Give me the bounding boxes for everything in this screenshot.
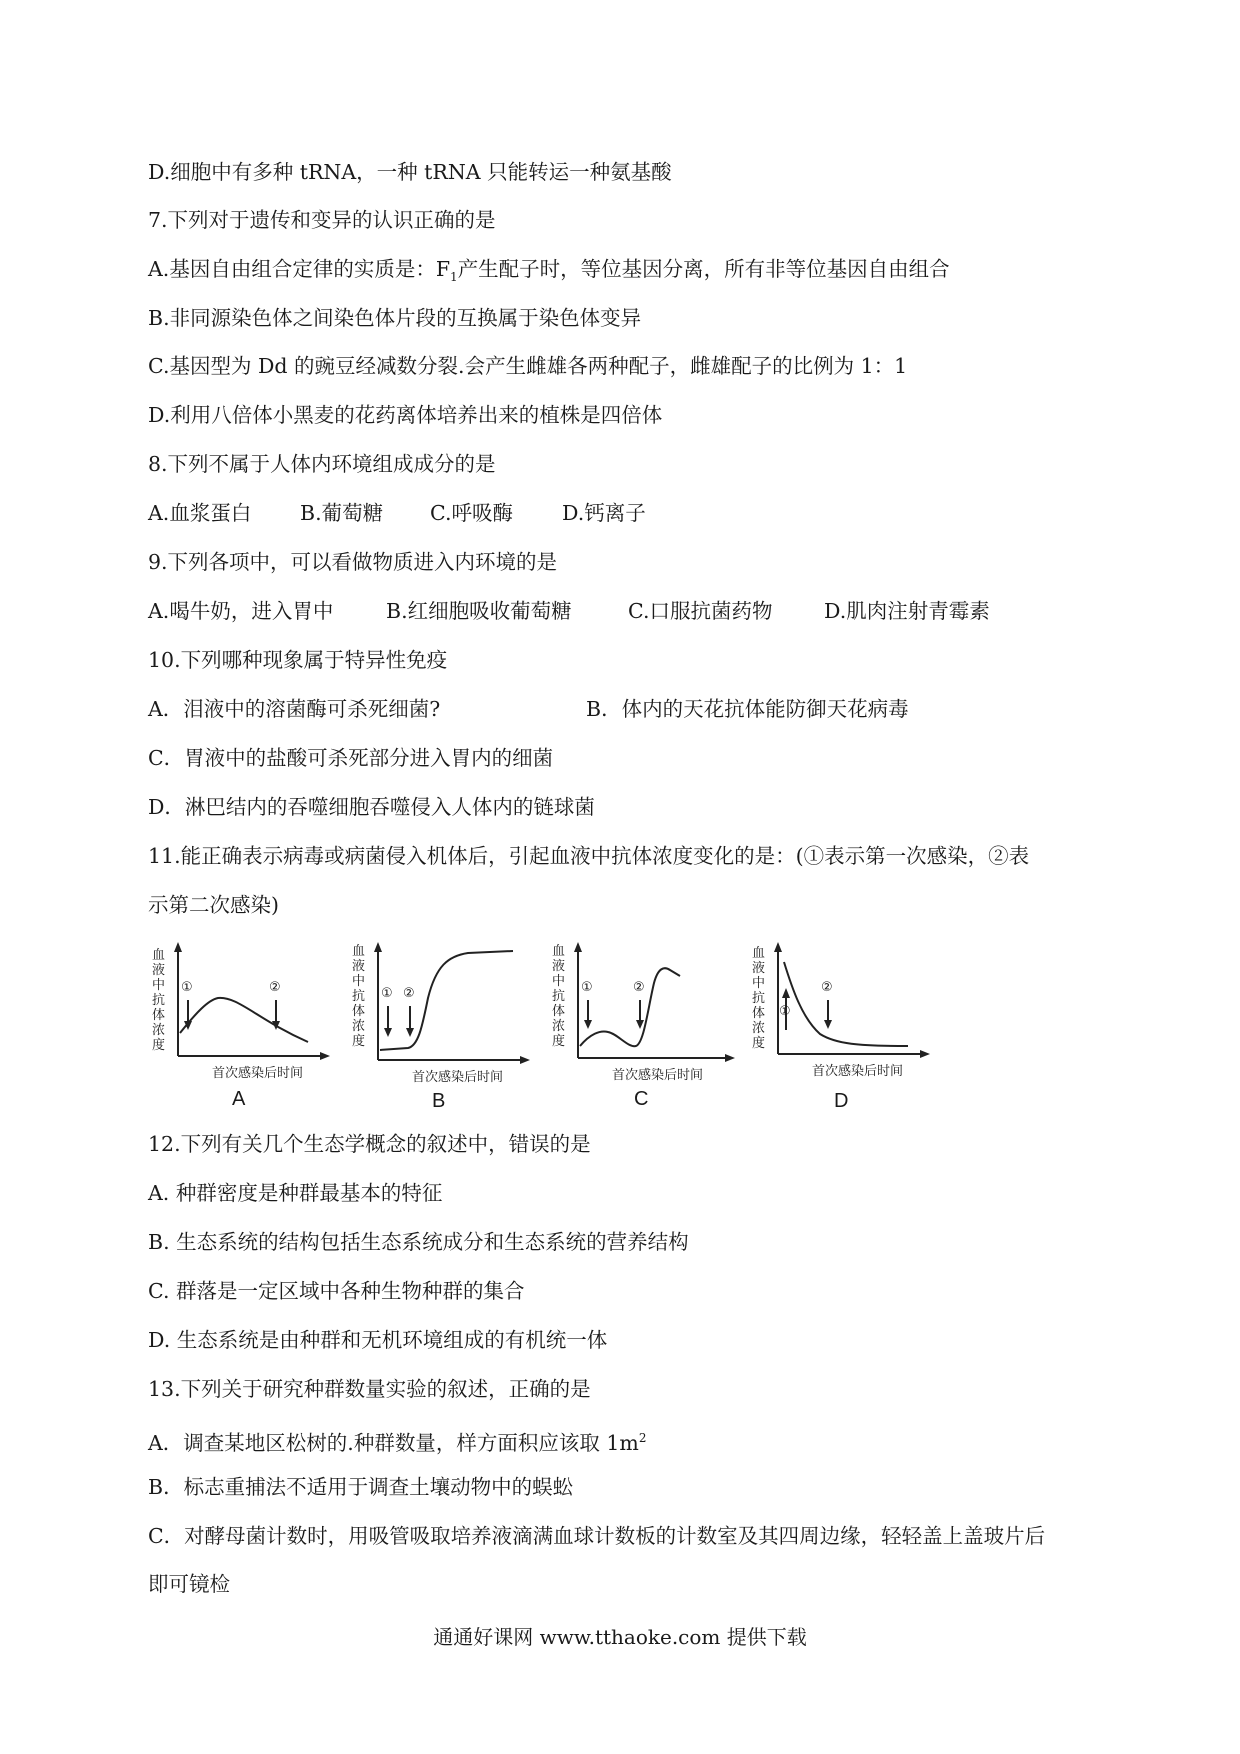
q13-stem: 13.下列关于研究种群数量实验的叙述，正确的是 xyxy=(148,1377,591,1401)
q8-option-a: A.血浆蛋白 xyxy=(148,501,252,525)
q13-option-a xyxy=(148,1424,646,1457)
q11-stem-line2: 示第二次感染) xyxy=(148,893,279,917)
q12-option-c: C. 群落是一定区域中各种生物种群的集合 xyxy=(148,1279,525,1303)
q13-option-b: B．标志重捕法不适用于调查土壤动物中的蜈蚣 xyxy=(148,1475,574,1499)
figure-a-mark-2: ② xyxy=(269,980,281,995)
q12-stem: 12.下列有关几个生态学概念的叙述中，错误的是 xyxy=(148,1132,591,1156)
q9-options xyxy=(148,597,990,625)
figure-a-letter: A xyxy=(232,1088,246,1110)
figure-a xyxy=(148,938,348,1118)
q9-stem: 9.下列各项中，可以看做物质进入内环境的是 xyxy=(148,550,558,574)
figure-b-mark-2: ② xyxy=(403,986,415,1001)
figure-b-letter: B xyxy=(432,1090,446,1112)
q13-option-c-line1: C．对酵母菌计数时，用吸管吸取培养液滴满血球计数板的计数室及其四周边缘，轻轻盖上盖玻片后 xyxy=(148,1524,1046,1548)
figure-d-letter: D xyxy=(834,1090,849,1112)
q9-option-d: D.肌肉注射青霉素 xyxy=(824,599,990,623)
q8-stem: 8.下列不属于人体内环境组成成分的是 xyxy=(148,452,496,476)
q10-option-c: C．胃液中的盐酸可杀死部分进入胃内的细菌 xyxy=(148,746,554,770)
q7-stem: 7.下列对于遗传和变异的认识正确的是 xyxy=(148,208,496,232)
q7-option-b: B.非同源染色体之间染色体片段的互换属于染色体变异 xyxy=(148,306,642,330)
figure-d-ylabel: 血液中抗体浓度 xyxy=(752,946,766,1051)
q10-option-a: A．泪液中的溶菌酶可杀死细菌? xyxy=(148,697,441,721)
figure-c-mark-2: ② xyxy=(633,980,645,995)
figure-c xyxy=(548,938,748,1118)
q10-stem: 10.下列哪种现象属于特异性免疫 xyxy=(148,648,448,672)
figure-c-xlabel: 首次感染后时间 xyxy=(612,1068,704,1083)
q13a-superscript: 2 xyxy=(638,1431,647,1445)
q12-option-b: B. 生态系统的结构包括生态系统成分和生态系统的营养结构 xyxy=(148,1230,689,1254)
figure-c-ylabel: 血液中抗体浓度 xyxy=(552,944,566,1049)
q7-option-d: D.利用八倍体小黑麦的花药离体培养出来的植株是四倍体 xyxy=(148,403,663,427)
page-footer: 通通好课网 www.tthaoke.com 提供下载 xyxy=(433,1625,807,1649)
figure-a-xlabel: 首次感染后时间 xyxy=(212,1066,304,1081)
figure-d-mark-1: ① xyxy=(779,1004,791,1019)
figure-c-mark-1: ① xyxy=(581,980,593,995)
figure-b-xlabel: 首次感染后时间 xyxy=(412,1070,504,1085)
figure-d-mark-2: ② xyxy=(821,980,833,995)
q7-option-a xyxy=(148,255,950,291)
q9-option-c: C.口服抗菌药物 xyxy=(628,599,773,623)
q8-option-d: D.钙离子 xyxy=(562,501,646,525)
q9-option-b: B.红细胞吸收葡萄糖 xyxy=(386,599,572,623)
figure-b xyxy=(348,938,548,1118)
q11-stem-line1: 11.能正确表示病毒或病菌侵入机体后，引起血液中抗体浓度变化的是：(①表示第一次感染，②表 xyxy=(148,844,1030,868)
q7a-text-2: 产生配子时，等位基因分离，所有非等位基因自由组合 xyxy=(457,257,950,281)
q8-option-b: B.葡萄糖 xyxy=(300,501,384,525)
q7-option-c: C.基因型为 Dd 的豌豆经减数分裂.会产生雌雄各两种配子，雌雄配子的比例为 1：1 xyxy=(148,354,908,378)
q7a-subscript: 1 xyxy=(450,270,458,285)
q10-options-ab xyxy=(148,695,909,723)
q9-option-a: A.喝牛奶，进入胃中 xyxy=(148,599,334,623)
figure-b-mark-1: ① xyxy=(381,986,393,1001)
q12-option-d: D. 生态系统是由种群和无机环境组成的有机统一体 xyxy=(148,1328,608,1352)
q11-figures xyxy=(148,938,948,1118)
q7a-text-1: A.基因自由组合定律的实质是：F xyxy=(148,257,451,281)
q8-option-c: C.呼吸酶 xyxy=(430,501,513,525)
figure-c-letter: C xyxy=(634,1088,649,1110)
figure-d xyxy=(748,938,948,1118)
q13a-text: A．调查某地区松树的.种群数量，样方面积应该取 1m xyxy=(148,1430,639,1455)
q12-option-a: A. 种群密度是种群最基本的特征 xyxy=(148,1181,443,1205)
figure-b-ylabel: 血液中抗体浓度 xyxy=(352,944,366,1049)
figure-a-graph xyxy=(148,938,348,1118)
q8-options xyxy=(148,499,646,527)
figure-a-mark-1: ① xyxy=(181,980,193,995)
q10-option-b: B．体内的天花抗体能防御天花病毒 xyxy=(586,697,909,721)
figure-d-xlabel: 首次感染后时间 xyxy=(812,1064,904,1079)
q6-option-d: D.细胞中有多种 tRNA，一种 tRNA 只能转运一种氨基酸 xyxy=(148,160,672,184)
q13-option-c-line2: 即可镜检 xyxy=(148,1572,230,1596)
figure-b-graph xyxy=(348,938,548,1118)
figure-a-ylabel: 血液中抗体浓度 xyxy=(152,948,166,1053)
q10-option-d: D．淋巴结内的吞噬细胞吞噬侵入人体内的链球菌 xyxy=(148,795,595,819)
